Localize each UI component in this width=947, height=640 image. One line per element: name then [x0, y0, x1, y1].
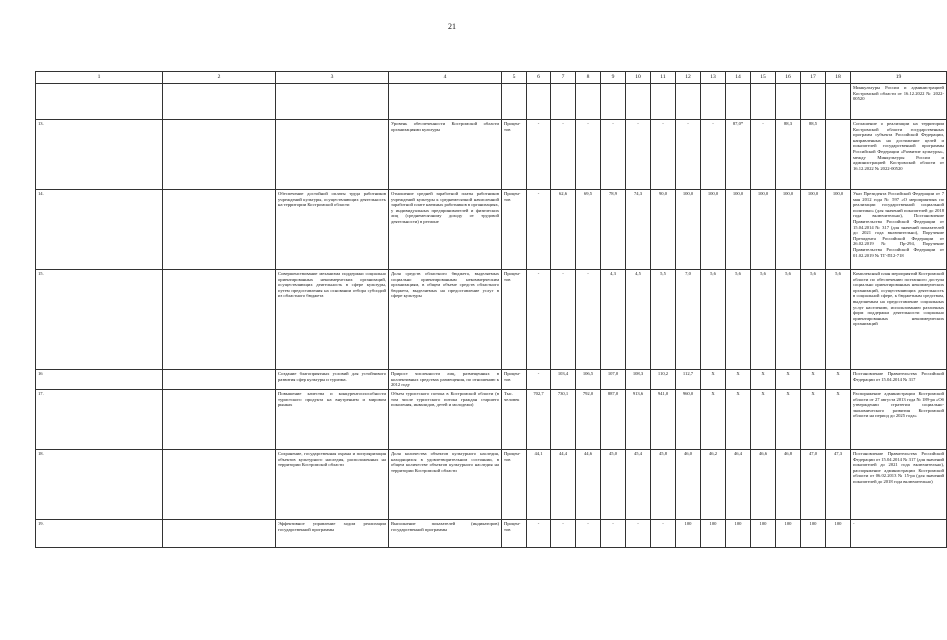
value-cell: 792,0 — [576, 390, 601, 450]
value-cell — [826, 120, 851, 190]
value-cell: - — [551, 520, 576, 548]
value-cell: - — [551, 120, 576, 190]
value-cell: - — [701, 120, 726, 190]
value-cell: 702,7 — [527, 390, 551, 450]
basis-cell: Указ Президента Российской Федерации от 7 мая 2012 года № 597 «О мероприятиях по реализации государственной социальной политики» (для значений показателей до 2018 года включительно), Постановление Правительства Российской Федерации от 15.04.2014 № 317 (для значений показателей до 2021 года включительно), Поручение Президента Российской Федерации от 26.02.2019 № Пр-294, Поручение Правительства Российской Федерации от 01.02.2019 № ТГ-П12-718 — [851, 190, 947, 270]
header-cell: 12 — [676, 72, 701, 84]
goal-cell — [163, 390, 276, 450]
indicators-table — [35, 71, 947, 548]
value-cell — [651, 84, 676, 120]
row-number: 13. — [36, 120, 163, 190]
value-cell: Х — [776, 370, 801, 390]
basis-cell: Постановление Правительства Российской Федерации от 15.04.2014 № 317 (для значений показателей до 2021 года включительно), распоряжение администрации Костромской области от 06.02.2013 № 15-ра (для значений показателей до 2018 года включительно) — [851, 450, 947, 520]
value-cell: 100,0 — [726, 190, 751, 270]
value-cell: - — [527, 270, 551, 370]
unit-cell: Процен-тов — [502, 370, 527, 390]
header-row — [36, 72, 947, 84]
value-cell: - — [527, 120, 551, 190]
task-cell — [276, 120, 389, 190]
value-cell: Х — [726, 370, 751, 390]
indicator-cell: Доля количества объектов культурного наследия, находящихся в удовлетворительном состоянии, в общем количестве объектов культурного наследия на территории Костромской области — [389, 450, 502, 520]
goal-cell — [163, 190, 276, 270]
unit-cell: Процен-тов — [502, 520, 527, 548]
value-cell — [601, 84, 626, 120]
value-cell: - — [527, 520, 551, 548]
value-cell: 44,4 — [551, 450, 576, 520]
row-number: 19. — [36, 520, 163, 548]
value-cell: 100,0 — [701, 190, 726, 270]
value-cell: - — [751, 120, 776, 190]
value-cell: 5,5 — [651, 270, 676, 370]
goal-cell — [163, 120, 276, 190]
goal-cell — [163, 370, 276, 390]
table-row — [36, 84, 947, 120]
header-cell: 8 — [576, 72, 601, 84]
table-row — [36, 450, 947, 520]
unit-cell: Тыс. человек — [502, 390, 527, 450]
value-cell: 47,3 — [826, 450, 851, 520]
value-cell: 100,0 — [776, 190, 801, 270]
task-cell: Сохранение, государственная охрана и популяризация объектов культурного наследия, расположенных на территории Костромской области — [276, 450, 389, 520]
value-cell: - — [676, 120, 701, 190]
table-row — [36, 390, 947, 450]
basis-cell: - — [851, 520, 947, 548]
task-cell: Повышение качества и конкурентоспособности туристского продукта на внутреннем и мировом рынках — [276, 390, 389, 450]
row-number — [36, 84, 163, 120]
task-cell — [276, 84, 389, 120]
value-cell: 100 — [776, 520, 801, 548]
goal-cell — [163, 450, 276, 520]
value-cell — [826, 84, 851, 120]
value-cell: 112,7 — [676, 370, 701, 390]
value-cell: Х — [801, 370, 826, 390]
header-cell: 2 — [163, 72, 276, 84]
value-cell: 106,5 — [576, 370, 601, 390]
value-cell: 45,4 — [626, 450, 651, 520]
value-cell: 5,6 — [701, 270, 726, 370]
task-cell: Обеспечение достойной оплаты труда работников учреждений культуры, осуществляющих деятельность на территории Костромской области — [276, 190, 389, 270]
value-cell: 46,4 — [726, 450, 751, 520]
header-cell: 16 — [776, 72, 801, 84]
value-cell: - — [576, 270, 601, 370]
header-cell: 1 — [36, 72, 163, 84]
value-cell: 5,6 — [826, 270, 851, 370]
value-cell: 44,6 — [576, 450, 601, 520]
value-cell: 103,4 — [551, 370, 576, 390]
value-cell: - — [576, 120, 601, 190]
value-cell: 4,5 — [626, 270, 651, 370]
table-row — [36, 520, 947, 548]
value-cell: 107,0 — [601, 370, 626, 390]
value-cell: - — [626, 120, 651, 190]
value-cell: 108,3 — [626, 370, 651, 390]
unit-cell: Процен-тов — [502, 270, 527, 370]
value-cell: 44,1 — [527, 450, 551, 520]
value-cell: 46,2 — [701, 450, 726, 520]
basis-cell: Соглашение о реализации на территории Костромской области государственных программ субъекта Российской Федерации, направленных на достижение целей и показателей государственной программы Российской Федерации «Развитие культуры», между Минкультуры России и администрацией Костромской области от 16.12.2022 № 2022-00520 — [851, 120, 947, 190]
header-cell: 19 — [851, 72, 947, 84]
value-cell: 69,5 — [576, 190, 601, 270]
value-cell: - — [576, 520, 601, 548]
value-cell — [801, 84, 826, 120]
header-cell: 9 — [601, 72, 626, 84]
value-cell: - — [551, 270, 576, 370]
unit-cell: Процен-тов — [502, 450, 527, 520]
goal-cell — [163, 520, 276, 548]
value-cell — [701, 84, 726, 120]
basis-cell: Распоряжение администрации Костромской области от 27 августа 2013 года № 189-ра «Об утверждении стратегии социально-экономического развития Костромской области на период до 2025 года» — [851, 390, 947, 450]
value-cell: - — [527, 370, 551, 390]
unit-cell: Процен-тов — [502, 190, 527, 270]
task-cell: Совершенствование механизма поддержки социально ориентированных некоммерческих организаций, осуществляющих деятельность в сфере культуры, путем предоставления на основании отбора субсидий из областного бюджета — [276, 270, 389, 370]
goal-cell — [163, 270, 276, 370]
header-cell: 13 — [701, 72, 726, 84]
row-number: 14. — [36, 190, 163, 270]
value-cell — [776, 84, 801, 120]
value-cell: 88,3 — [776, 120, 801, 190]
value-cell: 5,6 — [751, 270, 776, 370]
value-cell: 90,0 — [651, 190, 676, 270]
value-cell: 47,0 — [801, 450, 826, 520]
unit-cell — [502, 84, 527, 120]
value-cell: 100 — [801, 520, 826, 548]
unit-cell: Процен-тов — [502, 120, 527, 190]
value-cell: 913,6 — [626, 390, 651, 450]
value-cell — [626, 84, 651, 120]
value-cell: 5,6 — [801, 270, 826, 370]
value-cell — [751, 84, 776, 120]
value-cell: Х — [701, 390, 726, 450]
value-cell: 110,2 — [651, 370, 676, 390]
value-cell: 100,0 — [676, 190, 701, 270]
value-cell: Х — [701, 370, 726, 390]
value-cell: Х — [826, 370, 851, 390]
row-number: 15. — [36, 270, 163, 370]
value-cell: - — [527, 190, 551, 270]
value-cell: 100 — [751, 520, 776, 548]
row-number: 17. — [36, 390, 163, 450]
value-cell — [576, 84, 601, 120]
header-cell: 14 — [726, 72, 751, 84]
basis-cell: Минкультуры России и администрацией Костромской области от 16.12.2022 № 2022-00520 — [851, 84, 947, 120]
header-cell: 15 — [751, 72, 776, 84]
value-cell — [676, 84, 701, 120]
value-cell: 730,1 — [551, 390, 576, 450]
header-cell: 7 — [551, 72, 576, 84]
value-cell: Х — [751, 390, 776, 450]
value-cell: 100 — [826, 520, 851, 548]
table-row — [36, 370, 947, 390]
indicator-cell: Выполнение показателей (индикаторов) государственной программы — [389, 520, 502, 548]
indicator-cell: Объем туристского потока в Костромской области (в том числе туристского потока граждан старшего поколения, инвалидов, детей и молодежи) — [389, 390, 502, 450]
value-cell: 46,6 — [751, 450, 776, 520]
value-cell: 74,3 — [626, 190, 651, 270]
table-row — [36, 270, 947, 370]
basis-cell: Постановление Правительства Российской Федерации от 15.04.2014 № 317 — [851, 370, 947, 390]
value-cell: 88,5 — [801, 120, 826, 190]
value-cell: 4,3 — [601, 270, 626, 370]
value-cell: 62,6 — [551, 190, 576, 270]
value-cell: 100 — [701, 520, 726, 548]
task-cell: Эффективное управление ходом реализации государственной программы — [276, 520, 389, 548]
indicator-cell: Отношение средней заработной платы работников учреждений культуры к среднемесячной начисленной заработной плате наемных работников в организациях, у индивидуальных предпринимателей и физических лиц (среднемесячному доходу от трудовой деятельности) в регионе — [389, 190, 502, 270]
value-cell: Х — [751, 370, 776, 390]
table-row — [36, 190, 947, 270]
value-cell: Х — [726, 390, 751, 450]
value-cell: 46,8 — [776, 450, 801, 520]
header-cell: 10 — [626, 72, 651, 84]
row-number: 16 — [36, 370, 163, 390]
value-cell — [551, 84, 576, 120]
header-cell: 11 — [651, 72, 676, 84]
value-cell: 100,0 — [826, 190, 851, 270]
value-cell: 100,0 — [751, 190, 776, 270]
indicator-cell: Доля средств областного бюджета, выделяемых социально ориентированным некоммерческим организациям, в общем объеме средств областного бюджета, выделяемых на предоставление услуг в сфере культуры — [389, 270, 502, 370]
task-cell: Создание благоприятных условий для устойчивого развития сфер культуры и туризма. — [276, 370, 389, 390]
value-cell: - — [601, 120, 626, 190]
value-cell: 941,0 — [651, 390, 676, 450]
value-cell: 887,0 — [601, 390, 626, 450]
header-cell: 6 — [527, 72, 551, 84]
header-cell: 4 — [389, 72, 502, 84]
value-cell — [527, 84, 551, 120]
value-cell: 100 — [726, 520, 751, 548]
header-cell: 3 — [276, 72, 389, 84]
row-number: 18. — [36, 450, 163, 520]
header-cell: 17 — [801, 72, 826, 84]
header-cell: 18 — [826, 72, 851, 84]
value-cell: - — [601, 520, 626, 548]
value-cell: 78,9 — [601, 190, 626, 270]
value-cell: Х — [801, 390, 826, 450]
value-cell: 7,0 — [676, 270, 701, 370]
page-number: 21 — [448, 22, 456, 31]
value-cell: 45,0 — [601, 450, 626, 520]
indicator-cell — [389, 84, 502, 120]
value-cell: 100,0 — [801, 190, 826, 270]
goal-cell — [163, 84, 276, 120]
value-cell: 87,0* — [726, 120, 751, 190]
value-cell: Х — [776, 390, 801, 450]
value-cell: 5,6 — [776, 270, 801, 370]
value-cell: 960,0 — [676, 390, 701, 450]
header-cell: 5 — [502, 72, 527, 84]
value-cell: 5,6 — [726, 270, 751, 370]
value-cell: 45,8 — [651, 450, 676, 520]
indicator-cell: Уровень обеспеченности Костромской области организациями культуры — [389, 120, 502, 190]
value-cell: - — [651, 120, 676, 190]
value-cell: Х — [826, 390, 851, 450]
value-cell — [726, 84, 751, 120]
table-row — [36, 120, 947, 190]
value-cell: - — [651, 520, 676, 548]
value-cell: - — [626, 520, 651, 548]
value-cell: 100 — [676, 520, 701, 548]
basis-cell: Комплексный план мероприятий Костромской области по обеспечению поэтапного доступа социально ориентированных некоммерческих организаций, осуществляющих деятельность в социальной сфере, к бюджетным средствам, выделяемым на предоставление социальных услуг населению, использованию различных форм поддержки деятельности социально ориентированных некоммерческих организаций — [851, 270, 947, 370]
value-cell: 46,0 — [676, 450, 701, 520]
indicator-cell: Прирост численности лиц, размещенных в коллективных средствах размещения, по отношению к 2012 году — [389, 370, 502, 390]
